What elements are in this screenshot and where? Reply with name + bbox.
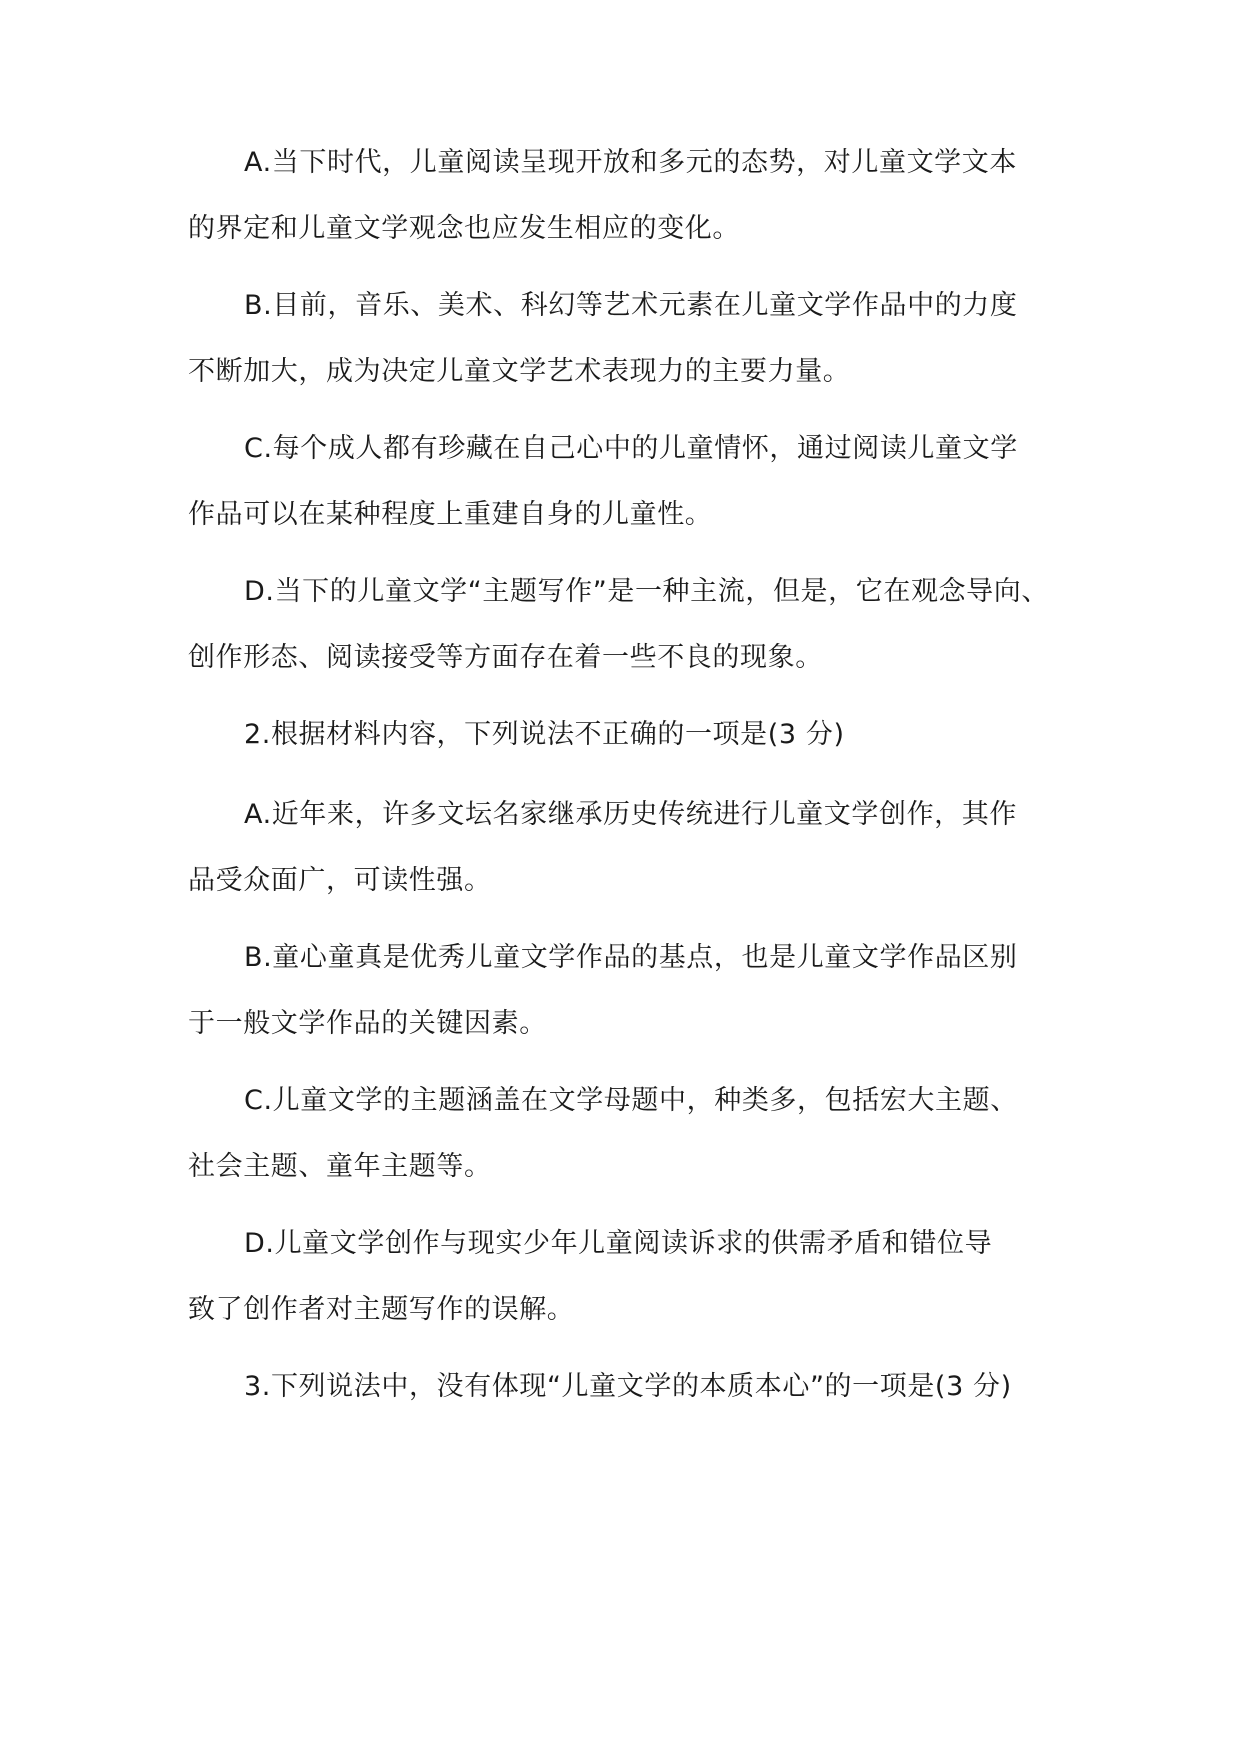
option-b-paragraph [188,273,1068,405]
text-line: 的界定和儿童文学观念也应发生相应的变化。 [188,213,740,244]
text-line: 作品可以在某种程度上重建自身的儿童性。 [188,499,713,530]
option-c-paragraph [188,1068,1068,1200]
option-a-paragraph [188,782,1068,914]
option-d-paragraph [188,559,1068,691]
text-line: 社会主题、童年主题等。 [188,1151,492,1182]
text-line: 2.根据材料内容，下列说法不正确的一项是(3 分) [244,719,845,750]
option-d-paragraph [188,1211,1068,1343]
text-line: B.目前，音乐、美术、科幻等艺术元素在儿童文学作品中的力度 [244,290,1018,321]
option-c-paragraph [188,416,1068,548]
text-line: 致了创作者对主题写作的误解。 [188,1294,575,1325]
text-line: 创作形态、阅读接受等方面存在着一些不良的现象。 [188,642,823,673]
question-3 [188,1354,1068,1420]
text-line: A.近年来，许多文坛名家继承历史传统进行儿童文学创作，其作 [244,799,1017,830]
text-line: 品受众面广，可读性强。 [188,865,492,896]
text-line: D.当下的儿童文学“主题写作”是一种主流，但是，它在观念导向、 [244,576,1049,607]
option-a-paragraph [188,130,1068,262]
text-line: A.当下时代，儿童阅读呈现开放和多元的态势，对儿童文学文本 [244,147,1017,178]
question-2 [188,702,1068,768]
text-line: B.童心童真是优秀儿童文学作品的基点，也是儿童文学作品区别 [244,942,1018,973]
text-line: 于一般文学作品的关键因素。 [188,1008,547,1039]
text-line: 不断加大，成为决定儿童文学艺术表现力的主要力量。 [188,356,851,387]
text-line: C.儿童文学的主题涵盖在文学母题中，种类多，包括宏大主题、 [244,1085,1018,1116]
text-line: C.每个成人都有珍藏在自己心中的儿童情怀，通过阅读儿童文学 [244,433,1018,464]
text-line: D.儿童文学创作与现实少年儿童阅读诉求的供需矛盾和错位导 [244,1228,993,1259]
text-line: 3.下列说法中，没有体现“儿童文学的本质本心”的一项是(3 分) [244,1371,1012,1402]
option-b-paragraph [188,925,1068,1057]
